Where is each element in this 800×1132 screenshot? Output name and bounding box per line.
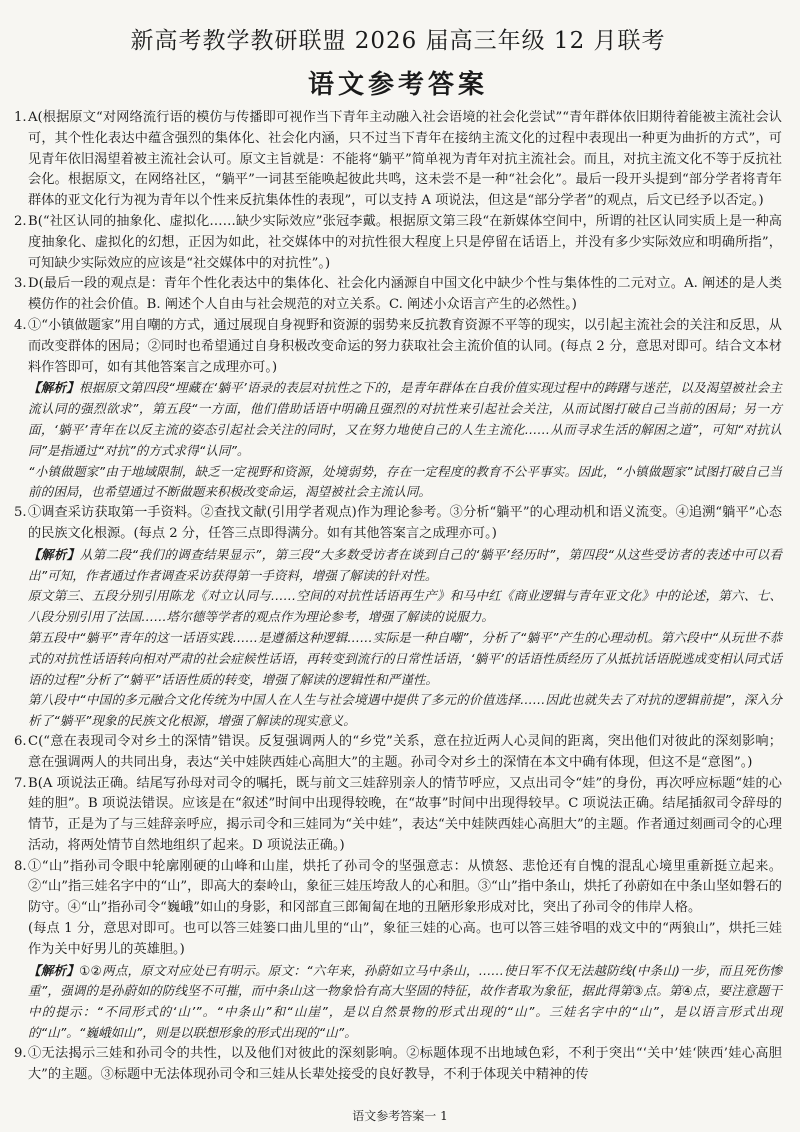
exam-header: 新高考教学教研联盟 2026 届高三年级 12 月联考 [130,28,666,54]
answer-item-4 [14,316,782,503]
answer-item-2 [14,212,782,274]
analysis-tag: 【解析】 [28,962,80,978]
answer-text: D(最后一段的观点是：青年个性化表达中的集体化、社会化内涵源自中国文化中缺少个性与集体性的二元对立。A. 阐述的是人类模仿作的社会价值。B. 阐述个人自由与社会规范的对立关系。C. 阐述小众语言产生的必然性。) [28,276,782,313]
answer-item-5 [14,503,782,732]
answer-text: B(“社区认同的抽象化、虚拟化……缺少实际效应”张冠李戴。根据原文第三段“在新媒体空间中，所谓的社区认同实质上是一种高度抽象化、虚拟化的幻想，正因为如此，社交媒体中的对抗性很大程度上只是停留在话语上，并没有多少实际效应和明确所指”，可知缺少实际效应的应该是“社交媒体中的对抗性”。) [28,213,782,271]
analysis-paragraph: 【解析】①②两点，原文对应处已有明示。原文：“六年来，孙蔚如立马中条山，……使日军不仅无法越防线(中条山)一步，而且死伤惨重”，强调的是孙蔚如的防线坚不可摧，而中条山这一物象恰有高大坚固的特征，故作者取为象征，据此得第③点。第④点，要注意题干中的提示：“不同形式的‘山’”。“中条山”和“山崖”，是以自然景物的形式出现的“山”。三娃名字中的“山”，是以语言形式出现的“山”。“巍峨如山”，则是以联想形象的形式出现的“山”。 [28,962,783,1041]
analysis-paragraph: 【解析】根据原文第四段“埋藏在‘躺平’语录的表层对抗性之下的，是青年群体在自我价值实现过程中的踌躇与迷茫，以及渴望被社会主流认同的强烈欲求”，第五段“一方面，他们借助话语中明确且强烈的对抗性来引起社会关注，从而试图打破自己当前的困局；另一方面，‘躺平’青年在以反主流的姿态引起社会关注的同时，又在努力地使自己的人生主流化……从而寻求生活的解困之道”，可知“对抗认同”是指通过“对抗”的方式求得“认同”。 [28,380,783,458]
answer-item-3 [14,274,782,316]
answer-text: ①“山”指孙司令眼中轮廓刚硬的山峰和山崖，烘托了孙司令的坚强意志：从愤怒、悲怆还有自愧的混乱心境里重新挺立起来。②“山”指三娃名字中的“山”，即高大的秦岭山，象征三娃压垮敌人的心和胆。③“山”指中条山，烘托了孙蔚如在中条山坚如磐石的防守。④“山”指孙司令“巍峨”如山的身影，和冈部直三郎匍匐在地的丑陋形象形成对比，突出了孙司令的伟岸人格。 [28,858,782,916]
item-number: 7. [14,775,27,791]
analysis-paragraph: 【解析】从第二段“我们的调查结果显示”，第三段“大多数受访者在谈到自己的‘躺平’经历时”，第四段“从这些受访者的表述中可以看出”可知，作者通过作者调查采访获得第一手资料，增强了解读的针对性。 [28,546,782,583]
analysis-paragraph: 第八段中“中国的多元融合文化传统为中国人在人生与社会境遇中提供了多元的价值选择……因此也就失去了对抗的逻辑前提”，深入分析了“躺平”现象的民族文化根源，增强了解读的现实意义。 [28,692,782,729]
item-number: 6. [14,733,27,749]
page-footer: 语文参考答案一 1 [352,1109,448,1123]
answer-text: C(“意在表现司令对乡土的深情”错误。反复强调两人的“乡党”关系，意在拉近两人心灵间的距离，突出他们对彼此的深刻影响；意在强调两人的共同出身，表达“关中娃陕西娃心高胆大”的主题。孙司令对乡土的深情在本文中确有体现，但这不是“意图”。) [28,733,782,770]
item-number: 4. [14,317,27,333]
answer-item-1 [14,108,782,212]
answer-item-7 [14,774,782,857]
answer-text: ①“小镇做题家”用自嘲的方式，通过展现自身视野和资源的弱势来反抗教育资源不平等的现实，以引起主流社会的关注和反思，从而改变群体的困局；②同时也希望通过自身积极改变命运的努力获取社会主流价值的认同。(每点 2 分，意思对即可。结合文本材料作答即可，如有其他答案言之成理亦可。) [28,317,782,375]
analysis-paragraph: 原文第三、五段分别引用陈龙《对立认同与……空间的对抗性话语再生产》和马中红《商业逻辑与青年亚文化》中的论述，第六、七、八段分别引用了法国……塔尔德等学者的观点作为理论参考，增强了解读的说服力。 [28,588,782,625]
answer-text: ①调查采访获取第一手资料。②查找文献(引用学者观点)作为理论参考。③分析“躺平”的心理动机和语义流变。④追溯“躺平”心态的民族文化根源。(每点 2 分，任答三点即得满分。如有其他答案言之成理亦可。) [28,505,782,541]
item-number: 1. [14,110,27,125]
document-title: 语文参考答案 [307,70,488,100]
item-number: 3. [14,276,27,292]
item-number: 9. [14,1045,27,1061]
item-number: 8. [14,858,27,874]
answer-list [14,108,782,1085]
analysis-tag: 【解析】 [28,380,79,396]
item-number: 5. [14,505,27,521]
answer-note: (每点 1 分，意思对即可。也可以答三娃篓口曲儿里的“山”，象征三娃的心高。也可以答三娃爷唱的戏文中的“两狼山”，烘托三娃作为关中好男儿的英雄胆。) [28,921,782,957]
answer-item-8 [14,857,782,1044]
answer-text: ①无法揭示三娃和孙司令的共性，以及他们对彼此的深刻影响。②标题体现不出地域色彩，不利于突出“‘关中’娃‘陕西’娃心高胆大”的主题。③标题中无法体现孙司令和三娃从长辈处接受的良好教导，不利于体现关中精神的传 [28,1045,782,1082]
item-number: 2. [14,213,27,229]
analysis-paragraph: 第五段中“躺平”青年的这一话语实践……是遵循这种逻辑……实际是一种自嘲”，分析了“躺平”产生的心理动机。第六段中“从玩世不恭式的对抗性话语转向相对严肃的社会症候性话语，再转变到流行的日常性话语，‘躺平’的话语性质经历了从抵抗话语脱逃成变相认同式话语的过程”分析了“躺平”话语性质的转变，增强了解读的逻辑性和严谨性。 [28,629,782,687]
answer-text: A(根据原文“对网络流行语的模仿与传播即可视作当下青年主动融入社会语境的社会化尝试”“青年群体依旧期待着能被主流社会认可，其个性化表达中蕴含强烈的集体化、社会化内涵，只不过当下青年在接纳主流文化的过程中表现出一种更为曲折的方式”，可见青年依旧渴望着被主流社会认可。原文主旨就是：不能将“躺平”简单视为青年对抗主流社会。而且，对抗主流文化不等于反抗社会化。根据原文，在网络社区，“躺平”一词甚至能唤起彼此共鸣，这未尝不是一种“社会化”。最后一段开头提到“部分学者将青年群体的亚文化行为视为青年以个性来反抗集体性的表现”，可以支持 A 项说法，但这是“部分学者”的观点，后文已经予以否定。) [28,110,782,209]
analysis-paragraph: “小镇做题家”由于地域限制，缺乏一定视野和资源，处境弱势，存在一定程度的教育不公平事实。因此，“小镇做题家”试图打破自己当前的困局，也希望通过不断做题来积极改变命运，渴望被社会主流认同。 [28,463,782,500]
answer-item-6 [14,732,782,774]
answer-text: B(A 项说法正确。结尾写孙母对司令的嘱托，既与前文三娃辞别亲人的情节呼应，又点出司令“娃”的身份，再次呼应标题“娃的心娃的胆”。B 项说法错误。应该是在“叙述”时间中出现得较晚，在“故事”时间中出现得较早。C 项说法正确。结尾插叙司令辞母的情节，正是为了与三娃辞亲呼应，揭示司令和三娃同为“关中娃”，表达“关中娃陕西娃心高胆大”的主题。作者通过刻画司令的心理活动，将两处情节自然地组织了起来。D 项说法正确。) [28,775,782,853]
answer-item-9 [14,1044,782,1086]
analysis-tag: 【解析】 [28,546,80,562]
